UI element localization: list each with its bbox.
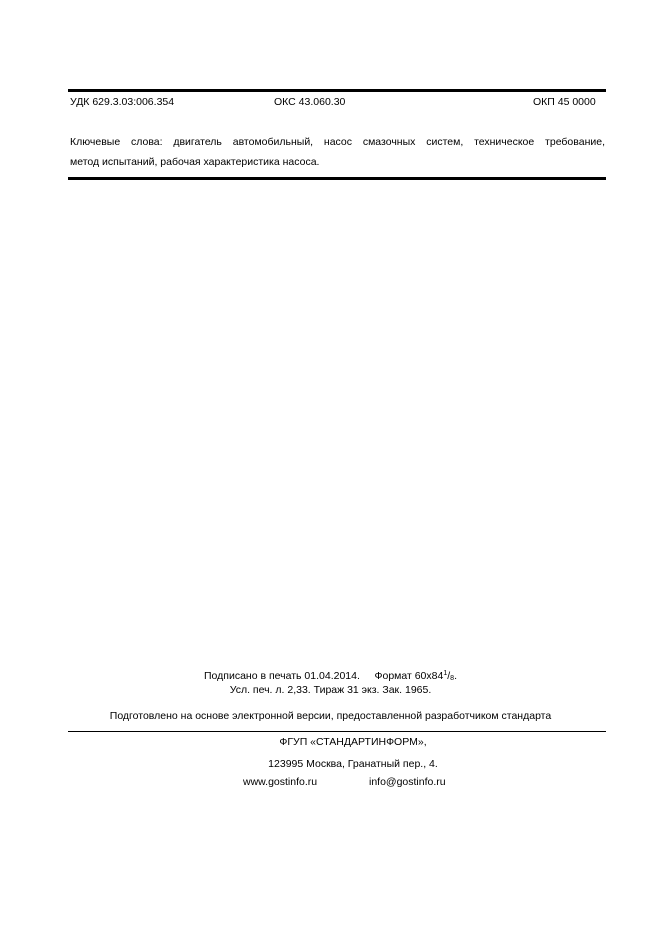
- publisher-website: www.gostinfo.ru: [243, 776, 318, 788]
- oks-code: ОКС 43.060.30: [274, 96, 346, 108]
- publisher-email: info@gostinfo.ru: [369, 776, 446, 788]
- signed-date: Подписано в печать 01.04.2014.: [204, 670, 360, 682]
- format-numerator: 1: [443, 670, 448, 677]
- imprint-rule: [68, 731, 606, 732]
- signed-line: Подписано в печать 01.04.2014. Формат $60x84^1/_8$.: [204, 670, 457, 682]
- format-label: Формат 60x84: [374, 670, 444, 682]
- udk-code: УДК 629.3.03:006.354: [70, 96, 175, 108]
- keywords-rule: [68, 177, 606, 180]
- format-denominator: 8: [450, 675, 455, 682]
- keywords-line: Ключевые слова: двигатель автомобильный, насос смазочных систем, техническое требование,: [70, 136, 605, 148]
- publisher-name: ФГУП «СТАНДАРТИНФОРМ»,: [279, 736, 427, 748]
- publisher-address: 123995 Москва, Гранатный пер., 4.: [268, 758, 438, 770]
- print-details: Усл. печ. л. 2,33. Тираж 31 экз. Зак. 1965.: [229, 684, 432, 696]
- top-rule: [68, 89, 606, 92]
- prepared-note: Подготовлено на основе электронной версии, предоставленной разработчиком стандарта: [109, 710, 552, 722]
- keywords-paragraph: [70, 132, 605, 172]
- okp-code: ОКП 45 0000: [533, 96, 596, 108]
- keywords-line: метод испытаний, рабочая характеристика насоса.: [70, 156, 320, 168]
- format-end: .: [454, 670, 457, 682]
